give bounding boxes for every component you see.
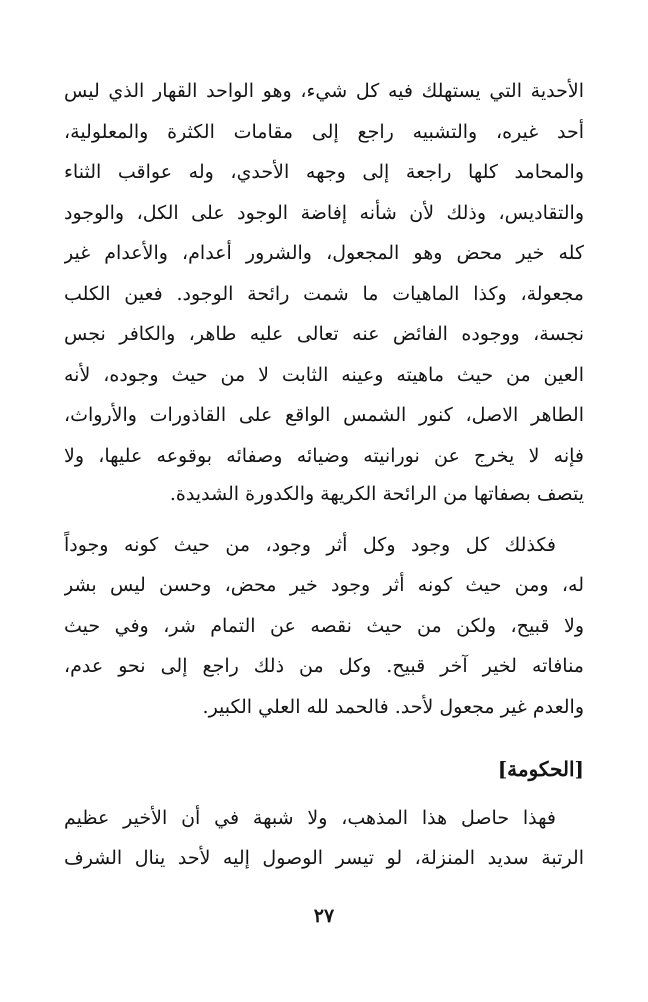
text-line: منافاته لخير آخر قبيح. وكل من ذلك راجع إلى نحو عدم، (64, 655, 584, 677)
text-line: والعدم غير مجعول لأحد. فالحمد لله العلي الكبير. (202, 696, 584, 718)
text-line: الطاهر الاصل، كنور الشمس الواقع على القاذورات والأرواث، (64, 404, 584, 426)
text-line: والمحامد كلها راجعة إلى وجهه الأحدي، وله عواقب الثناء (64, 161, 584, 183)
page-number: ٢٧ (313, 905, 335, 927)
text-line: فإنه لا يخرج عن نورانيته وضيائه وصفائه بوقوعه عليها، ولا (64, 445, 584, 467)
text-line: له، ومن حيث كونه أثر وجود خير محض، وحسن ليس بشر (64, 574, 584, 596)
text-line: يتصف بصفاتها من الرائحة الكريهة والكدورة الشديدة. (169, 483, 584, 505)
section-heading: [الحكومة] (497, 757, 584, 781)
text-line: العين من حيث ماهيته وعينه الثابت لا من حيث وجوده، لأنه (64, 364, 584, 386)
text-line: فكذلك كل وجود وكل أثر وجود، من حيث كونه وجوداً (64, 534, 556, 556)
text-line: أحد غيره، والتشبيه راجع إلى مقامات الكثرة والمعلولية، (64, 121, 584, 143)
text-line: ولا قبيح، ولكن من حيث نقصه عن التمام شر، وفي حيث (64, 615, 584, 637)
text-line: نجسة، ووجوده الفائض عنه تعالى عليه طاهر، والكافر نجس (64, 323, 584, 345)
text-line: الأحدية التي يستهلك فيه كل شيء، وهو الواحد القهار الذي ليس (64, 80, 584, 102)
text-line: كله خير محض وهو المجعول، والشرور أعدام، والأعدام غير (64, 242, 584, 264)
text-line: مجعولة، وكذا الماهيات ما شمت رائحة الوجود. فعين الكلب (64, 283, 584, 305)
text-line: الرتبة سديد المنزلة، لو تيسر الوصول إليه لأحد ينال الشرف (64, 847, 584, 869)
text-line: فهذا حاصل هذا المذهب، ولا شبهة في أن الأخير عظيم (64, 807, 556, 829)
text-line: والتقاديس، وذلك لأن شأنه إفاضة الوجود على الكل، والوجود (64, 202, 584, 224)
